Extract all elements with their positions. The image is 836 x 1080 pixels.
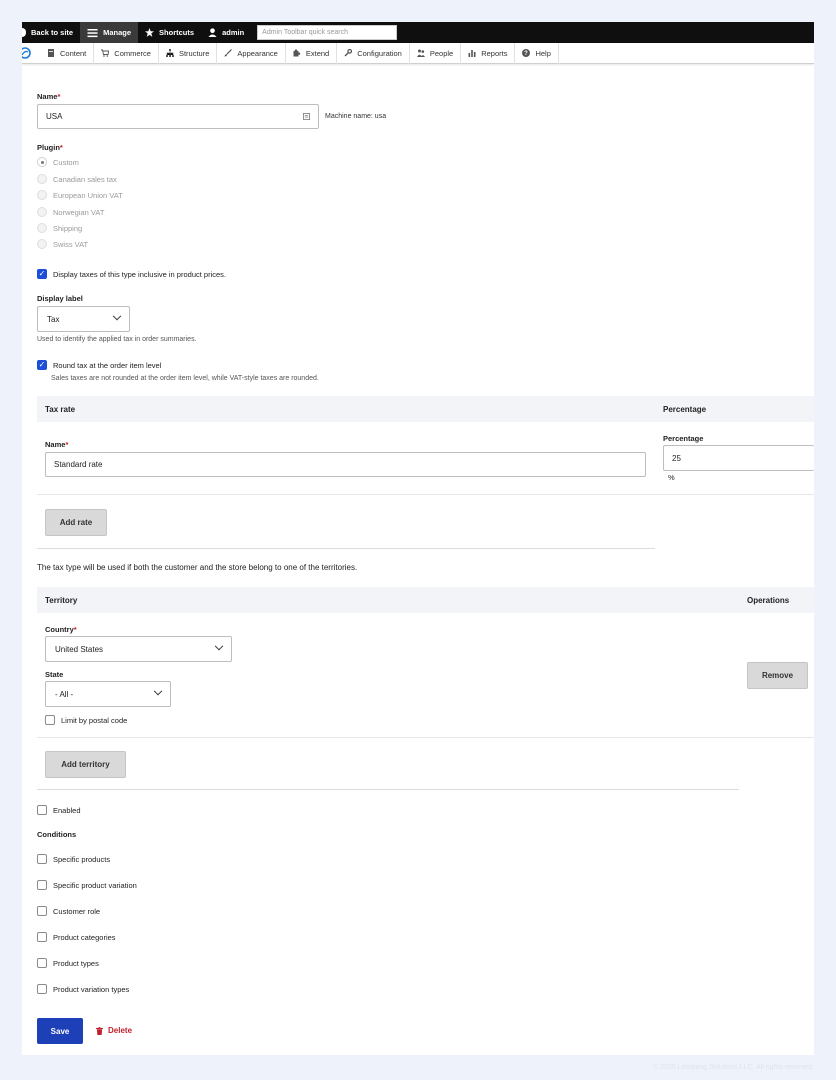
country-value: United States <box>55 644 104 654</box>
plugin-option-label: European Union VAT <box>53 190 123 200</box>
user-tab[interactable] <box>201 22 251 43</box>
checkbox[interactable] <box>45 715 55 725</box>
admin-menu-tray <box>22 43 814 64</box>
divider <box>37 789 739 790</box>
display-inclusive-label: Display taxes of this type inclusive in product prices. <box>53 269 226 279</box>
plugin-option-shipping[interactable] <box>37 223 82 233</box>
menu-configuration-label: Configuration <box>357 48 402 58</box>
name-label: Name* <box>37 92 61 101</box>
plugin-option-norwegian[interactable] <box>37 207 104 217</box>
state-value: - All - <box>55 689 74 699</box>
rate-name-input[interactable]: Standard rate <box>45 452 646 477</box>
add-territory-button[interactable]: Add territory <box>45 751 126 778</box>
condition-product-categories[interactable] <box>37 932 116 942</box>
display-label-label: Display label <box>37 294 83 303</box>
state-label: State <box>45 670 64 679</box>
user-label: admin <box>222 28 245 37</box>
condition-label: Customer role <box>53 906 101 916</box>
column-percentage: Percentage <box>663 404 707 414</box>
plugin-option-label: Shipping <box>53 223 83 233</box>
help-icon <box>522 49 530 57</box>
checkbox[interactable] <box>37 984 47 994</box>
enabled-label: Enabled <box>53 805 81 815</box>
menu-people[interactable] <box>410 43 461 64</box>
territory-intro: The tax type will be used if both the customer and the store belong to one of the territories. <box>37 563 358 572</box>
condition-specific-products[interactable] <box>37 854 110 864</box>
menu-structure-label: Structure <box>178 48 210 58</box>
round-tax-checkbox-row[interactable] <box>37 360 161 370</box>
menu-appearance[interactable] <box>217 43 285 64</box>
round-tax-help: Sales taxes are not rounded at the order item level, while VAT-style taxes are rounded. <box>51 375 319 382</box>
display-label-value: Tax <box>47 314 60 324</box>
menu-configuration[interactable] <box>337 43 410 64</box>
menu-icon <box>87 28 98 38</box>
column-operations: Operations <box>747 595 790 605</box>
shortcuts-label: Shortcuts <box>159 28 195 37</box>
divider <box>37 494 814 495</box>
plugin-label: Plugin* <box>37 143 63 152</box>
checkbox[interactable] <box>37 854 47 864</box>
drupal-drop-icon <box>22 28 26 37</box>
condition-label: Product types <box>53 958 99 968</box>
cart-icon <box>101 49 109 57</box>
condition-label: Product categories <box>53 932 116 942</box>
menu-extend-label: Extend <box>305 48 330 58</box>
delete-label: Delete <box>108 1026 133 1035</box>
checkbox[interactable] <box>37 932 47 942</box>
radio-button[interactable] <box>37 190 47 200</box>
name-input[interactable] <box>37 104 319 129</box>
divider <box>37 737 814 738</box>
save-button[interactable]: Save <box>37 1018 83 1044</box>
delete-link[interactable] <box>96 1026 132 1035</box>
postal-code-label: Limit by postal code <box>61 715 128 725</box>
check-icon[interactable]: ✓ <box>38 269 46 278</box>
manage-tab[interactable] <box>80 22 138 43</box>
admin-toolbar <box>22 22 814 43</box>
condition-label: Specific product variation <box>53 880 137 890</box>
check-icon[interactable]: ✓ <box>38 360 46 369</box>
chevron-down-icon <box>215 642 223 650</box>
condition-label: Specific products <box>53 854 111 864</box>
column-territory: Territory <box>45 595 78 605</box>
back-to-site-link[interactable] <box>22 22 80 43</box>
postal-code-checkbox-row[interactable] <box>45 715 127 725</box>
radio-button[interactable] <box>37 239 47 249</box>
menu-help-label: Help <box>535 48 551 58</box>
drupal-logo-icon[interactable] <box>22 43 40 64</box>
plugin-option-label: Custom <box>53 157 79 167</box>
condition-label: Product variation types <box>53 984 130 994</box>
plugin-option-canadian[interactable] <box>37 174 117 184</box>
menu-extend[interactable] <box>286 43 337 64</box>
brush-icon <box>224 49 232 57</box>
trash-icon <box>96 1027 103 1035</box>
sitemap-icon <box>166 49 174 57</box>
admin-window <box>22 22 814 1055</box>
menu-help[interactable] <box>515 43 558 64</box>
column-tax-rate: Tax rate <box>45 404 76 414</box>
country-select[interactable] <box>45 636 232 662</box>
machine-name: Machine name: usa <box>325 113 387 120</box>
plugin-option-swiss[interactable] <box>37 239 88 249</box>
plugin-option-label: Swiss VAT <box>53 239 89 249</box>
display-label-help: Used to identify the applied tax in order summaries. <box>37 336 197 343</box>
chart-icon <box>468 49 476 57</box>
back-to-site-label: Back to site <box>31 28 74 37</box>
checkbox[interactable] <box>37 906 47 916</box>
rate-percentage-label: Percentage <box>663 434 704 443</box>
radio-button[interactable] <box>37 223 47 233</box>
admin-toolbar-search-input[interactable]: Admin Toolbar quick search <box>257 25 397 40</box>
plugin-option-label: Canadian sales tax <box>53 174 117 184</box>
condition-product-types[interactable] <box>37 958 99 968</box>
rate-percentage-input[interactable]: 25 <box>663 445 814 471</box>
checkbox[interactable] <box>37 805 47 815</box>
menu-people-label: People <box>429 48 454 58</box>
shortcuts-tab[interactable] <box>138 22 201 43</box>
plugin-option-label: Norwegian VAT <box>53 207 105 217</box>
territory-table-header <box>37 587 814 613</box>
checkbox[interactable] <box>37 880 47 890</box>
menu-content-label: Content <box>60 48 87 58</box>
round-tax-label: Round tax at the order item level <box>53 360 162 370</box>
radio-button[interactable] <box>37 207 47 217</box>
condition-product-variation-types[interactable] <box>37 984 129 994</box>
menu-reports-label: Reports <box>481 48 508 58</box>
rate-name-label: Name* <box>45 440 69 449</box>
file-icon <box>47 49 55 57</box>
checkbox[interactable] <box>37 958 47 968</box>
wrench-icon <box>344 49 352 57</box>
star-icon <box>145 28 154 37</box>
display-label-select[interactable] <box>37 306 130 332</box>
remove-territory-button[interactable]: Remove <box>747 662 808 689</box>
svg-text:?: ? <box>524 51 529 57</box>
radio-button[interactable] <box>37 157 47 167</box>
menu-commerce-label: Commerce <box>114 48 151 58</box>
menu-content[interactable] <box>40 43 94 64</box>
puzzle-icon <box>293 49 301 57</box>
divider <box>37 548 655 549</box>
copyright-footer: © 2025 Lembang Solutions LLC. All rights reserved. <box>653 1064 814 1071</box>
menu-structure[interactable] <box>159 43 217 64</box>
menu-reports[interactable] <box>461 43 515 64</box>
name-input-value: USA <box>46 112 63 121</box>
condition-specific-product-variation[interactable] <box>37 880 137 890</box>
menu-appearance-label: Appearance <box>237 48 278 58</box>
condition-customer-role[interactable] <box>37 906 100 916</box>
percent-suffix: % <box>668 473 675 482</box>
country-label: Country* <box>45 625 77 634</box>
menu-commerce[interactable] <box>94 43 159 64</box>
add-rate-button[interactable]: Add rate <box>45 509 107 536</box>
radio-button[interactable] <box>37 174 47 184</box>
people-icon <box>417 49 425 57</box>
plugin-option-custom[interactable] <box>37 157 79 167</box>
user-icon <box>208 28 217 37</box>
tax-rate-table-header <box>37 396 814 422</box>
display-inclusive-checkbox-row[interactable] <box>37 269 226 279</box>
state-select[interactable] <box>45 681 171 707</box>
chevron-down-icon <box>113 312 121 320</box>
autofill-icon <box>303 113 310 120</box>
manage-label: Manage <box>103 28 132 37</box>
chevron-down-icon <box>154 687 162 695</box>
enabled-checkbox-row[interactable] <box>37 805 81 815</box>
conditions-label: Conditions <box>37 830 77 839</box>
plugin-option-eu-vat[interactable] <box>37 190 123 200</box>
